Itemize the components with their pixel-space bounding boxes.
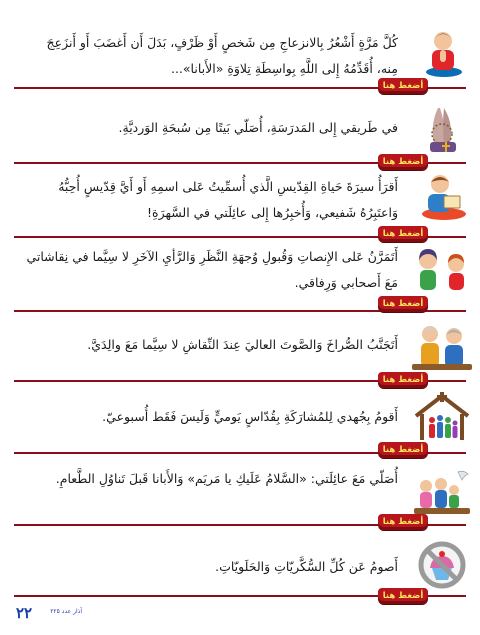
- family-talk-icon: [410, 322, 474, 372]
- press-here-button[interactable]: أضغط هنا: [378, 588, 428, 604]
- reading-boy-icon: [410, 172, 474, 222]
- press-here-button[interactable]: أضغط هنا: [378, 372, 428, 388]
- praying-child-icon: [410, 28, 474, 78]
- issue-label: آذار عدد ٢٢٥: [50, 608, 82, 615]
- talking-kids-icon: [410, 246, 474, 296]
- press-here-button[interactable]: أضغط هنا: [378, 442, 428, 458]
- press-here-button[interactable]: أضغط هنا: [378, 154, 428, 170]
- church-family-icon: [410, 392, 474, 442]
- activity-text: كُلَّ مَرَّةٍ أَشْعُرُ بِالانزعاجِ مِن شَخصٍ أَوْ ظَرْفٍ، بَدَلَ أَن أَغضَبَ أَو أَنزَعِجَ مِنه، أُقَدِّمُهُ إِلى اللَّهِ بِواسِطَةِ تِلاوَةِ «الأَبانا»...: [46, 35, 398, 76]
- page-number: ٢٢: [16, 604, 33, 622]
- activity-text: أُصَلّي مَعَ عائِلَتي: «السَّلامُ عَلَيكِ يا مَريَم» وَالأَبانا قَبلَ تَناوُلِ الطَّعامِ.: [55, 471, 398, 486]
- activity-text: أَصومُ عَن كُلِّ السُّكَّريّاتِ وَالحَلَويّاتِ.: [215, 559, 398, 574]
- family-table-icon: [410, 470, 474, 520]
- press-here-button[interactable]: أضغط هنا: [378, 514, 428, 530]
- press-here-button[interactable]: أضغط هنا: [378, 78, 428, 94]
- activity-text: أَقرَأُ سيرَةَ حَياةِ القِدّيسِ الَّذي أُسمِّيتُ عَلى اسمِهِ أَو أَيَّ قِدّيسٍ أُحِبُّهُ وَاعتَبِرُهُ شَفيعي، وَأُخبِرُها إِلى عائِلَتي في السَّهرَةِ!: [58, 179, 398, 220]
- activity-text: أَتَجَنَّبُ الصُّراخَ وَالصَّوتَ العاليَ عِندَ النِّقاشِ لا سِيَّما مَعَ والِدَيَّ.: [87, 337, 398, 352]
- rosary-hands-icon: [410, 104, 474, 154]
- no-sweets-icon: [410, 540, 474, 590]
- activity-text: أَتَمَرَّنُ عَلى الإِنصاتِ وَقُبولِ وُجهَةِ النَّظَرِ وَالرَّأيِ الآخَرِ لا سِيَّما في نِقاشاتي مَعَ أَصحابي وَرِفاقي.: [26, 249, 398, 290]
- press-here-button[interactable]: أضغط هنا: [378, 296, 428, 312]
- press-here-button[interactable]: أضغط هنا: [378, 226, 428, 242]
- activity-text: أَقومُ بِجُهدي لِلمُشارَكَةِ بِقُدّاسٍ يَوميٍّ وَلَيسَ فَقَط أُسبوعيّ.: [102, 409, 398, 424]
- activity-text: في طَريقي إِلى المَدرَسَةِ، أُصَلّي بَيتًا مِن سُبحَةِ الوَرديَّةِ.: [118, 120, 398, 135]
